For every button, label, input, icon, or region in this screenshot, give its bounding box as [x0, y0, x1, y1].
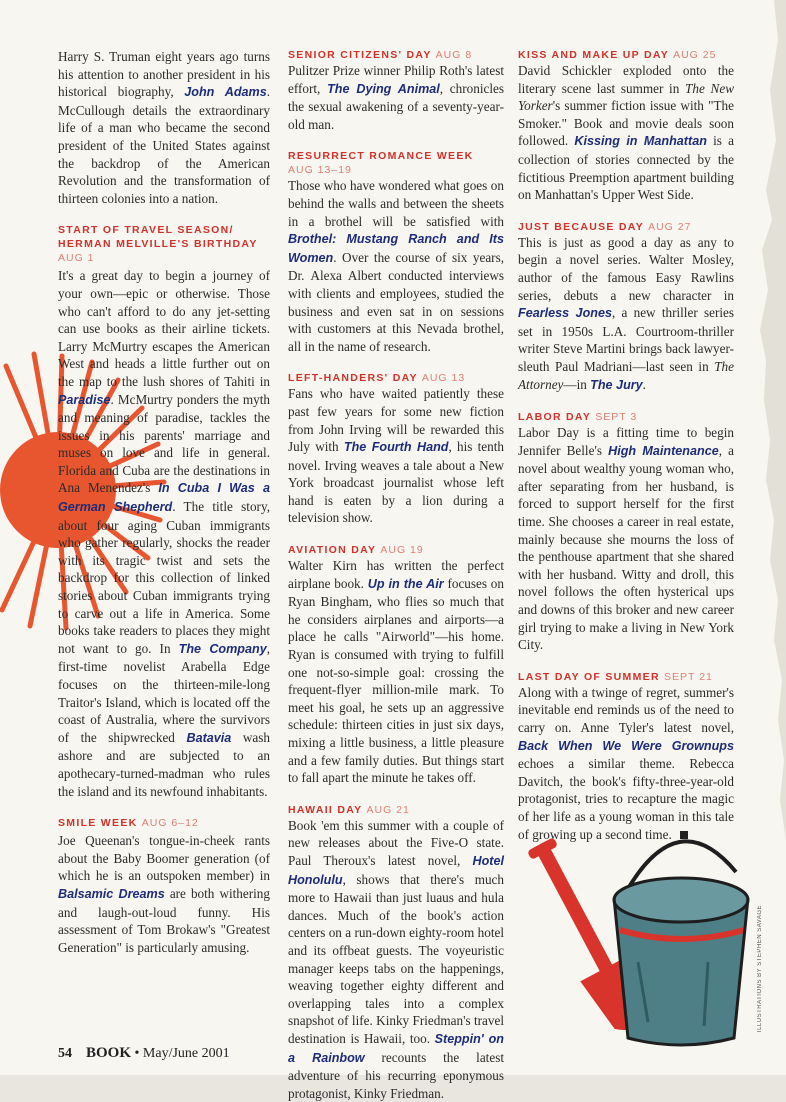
magazine-title: The New Yorker: [518, 80, 734, 114]
lefthanders-paragraph: Fans who have waited patiently these past few years for some new fiction from John Irving will be rewarded this July with The Fourth Hand, his tenth novel. Irving weaves a tale about a New York broadcast journalist whose left hand is eaten by a lion during a television show.: [288, 386, 504, 526]
pail-and-shovel-illustration: [528, 812, 764, 1058]
book-title: Batavia: [186, 730, 232, 745]
column-3: [518, 48, 734, 843]
book-title: The Dying Animal: [327, 81, 440, 96]
because-paragraph: This is just as good a day as any to begin a novel series. Walter Mosley, author of the famous Easy Rawlins series, debuts a new character in Fearless Jones, a new thriller series set in 1950s L.A. Courtroom-thriller writer Steve Martini brings back lawyer-sleuth Paul Madriani—last seen in The Attorney—in The Jury.: [518, 234, 734, 392]
book-title: Up in the Air: [367, 576, 444, 591]
kiss-paragraph: David Schickler exploded onto the literary scene last summer in The New Yorker's summer fiction issue with "The Smoker." Book and movie deals soon followed. Kissing in Manhattan is a collection of stories connected by the fictitious Preemption apartment building on Manhattan's Upper West Side.: [518, 63, 734, 203]
book-title: Back When We Were Grownups: [518, 738, 734, 753]
hawaii-paragraph: Book 'em this summer with a couple of new releases about the Five-O state. Paul Theroux's latest novel, Hotel Honolulu, shows that there's much more to Hawaii than just luaus and hula dances. Much of the book's action centers on a run-down eighty-room hotel and its offbeat guests. The voyeuristic manager keeps tabs on the happenings, weaving together eighty different and overlapping tales into a complex snapshot of life. Kinky Friedman's travel destination is Hawaii, too. Steppin' on a Rainbow recounts the latest adventure of his recurring eponymous protagonist, Kinky Friedman.: [288, 817, 504, 1101]
section-heading: START OF TRAVEL SEASON/ HERMAN MELVILLE'S BIRTHDAY: [58, 224, 258, 251]
section-heading: KISS AND MAKE UP DAY AUG 25: [518, 49, 717, 61]
book-title: The Attorney: [518, 358, 734, 392]
book-title: John Adams: [184, 85, 267, 100]
section-heading: JUST BECAUSE DAY AUG 27: [518, 220, 692, 233]
section-heading: SENIOR CITIZENS' DAY AUG 8: [288, 49, 473, 61]
illustration-credit: ILLUSTRATIONS BY STEPHEN SAVAGE: [757, 905, 763, 1033]
magazine-name: BOOK: [86, 1045, 132, 1061]
book-title: Fearless Jones: [518, 306, 612, 321]
book-title: Kissing in Manhattan: [574, 134, 707, 149]
book-title: The Jury: [590, 377, 643, 392]
section-heading: RESURRECT ROMANCE WEEK: [288, 150, 474, 163]
book-title: In Cuba I Was a German Shepherd: [58, 481, 271, 515]
aviation-paragraph: Walter Kirn has written the perfect airplane book. Up in the Air focuses on Ryan Bingham, who flies so much that he considers airplanes and airports—a place he calls "Airworld"—his home. Ryan is consumed with trying to fulfill one not-so-simple goal: crossing the frequent-flyer million-mile mark. To meet his goal, he sets up an aggressive schedule: thirteen cities in just six days, mixing a little business, a little pleasure and a few family duties. But things start to fall apart the minute he takes off.: [288, 558, 504, 786]
page-footer: [58, 1045, 230, 1062]
section-date: AUG 13–19: [288, 164, 352, 177]
section-heading: AVIATION DAY AUG 19: [288, 544, 424, 557]
page-number: 54: [58, 1046, 72, 1061]
section-date: AUG 1: [58, 252, 95, 265]
section-heading: HAWAII DAY AUG 21: [288, 803, 410, 816]
book-title: Hotel Honolulu: [288, 853, 504, 887]
romance-paragraph: Those who have wondered what goes on behind the walls and between the sheets in a brothel will be satisfied with Brothel: Mustang Ranch and Its Women. Over the course of six years, Dr. Alexa Albert conducted interviews with clients and employees, studied the business and even sat in on sessions with customers at this Nevada brothel, all in the name of research.: [288, 178, 504, 354]
issue-date: • May/June 2001: [131, 1046, 230, 1061]
book-title: Balsamic Dreams: [58, 886, 165, 901]
section-heading: SMILE WEEK AUG 6–12: [58, 817, 199, 830]
book-title: Steppin' on a Rainbow: [288, 1031, 504, 1065]
book-title: Brothel: Mustang Ranch and Its Women: [288, 232, 504, 265]
book-title: The Company: [178, 641, 267, 656]
senior-paragraph: Pulitzer Prize winner Philip Roth's latest effort, The Dying Animal, chronicles the sexual awakening of a seventy-year-old man.: [288, 63, 504, 132]
section-heading: LEFT-HANDERS' DAY AUG 13: [288, 372, 466, 385]
adams-paragraph: Harry S. Truman eight years ago turns his attention to another president in his historical biography, John Adams. McCullough details the extraordinary life of a man who became the second president of the United States against the backdrop of the American Revolution and the transformation of thirteen colonies into a nation.: [58, 49, 271, 206]
column-2: [288, 48, 504, 1102]
smile-paragraph: Joe Queenan's tongue-in-cheek rants about the Baby Boomer generation (of which he is an outspoken member) in Balsamic Dreams are both withering and laugh-out-loud funny. His assessment of Tom Brokaw's "Greatest Generation" is particularly amusing.: [58, 833, 270, 955]
travel-paragraph: It's a great day to begin a journey of your own—epic or otherwise. Those who can't afford to do any jet-setting can use books as their airline tickets. Larry McMurtry escapes the American West and heads a little further out on the map to the lush shores of Tahiti in Paradise. McMurtry ponders the myth and meaning of paradise, tackles the issues in his parents' marriage and muses on love and life in general. Florida and Cuba are the destinations in Ana Menendez's In Cuba I Was a German Shepherd. The title story, about four aging Cuban immigrants who gather regularly, shocks the reader with its tragic twist and sets the backdrop for this collection of linked stories about Cuban immigrants trying to carve out a life in America. Some books take readers to places they might not want to go. In The Company, first-time novelist Arabella Edge focuses on the thirteen-mile-long Traitor's Island, which is located off the coast of Australia, where the survivors of the shipwrecked Batavia wash ashore and are subjected to an apothecary-turned-madman who rules the island and its newfound inhabitants.: [58, 268, 271, 799]
section-heading: LABOR DAY SEPT 3: [518, 411, 638, 424]
book-title: Paradise: [58, 392, 111, 407]
book-title: The Fourth Hand: [343, 440, 449, 455]
labor-paragraph: Labor Day is a fitting time to begin Jennifer Belle's High Maintenance, a novel about wealthy young woman who, after separating from her husband, is forced to support herself for the first time. She chooses a career in real estate, mainly because she mourns the loss of the penthouse apartment that she shared with her husband. Witty and droll, this novel follows the often hysterical ups and downs of this broker and new career girl trying to make a living in New York City.: [518, 425, 734, 653]
section-heading: LAST DAY OF SUMMER SEPT 21: [518, 670, 713, 683]
column-1: [58, 48, 270, 956]
end-mark-icon: [680, 831, 688, 839]
book-title: High Maintenance: [608, 443, 719, 458]
summer-paragraph: Along with a twinge of regret, summer's inevitable end reminds us of the need to carry on. Anne Tyler's latest novel, Back When We Were Grownups echoes a similar theme. Rebecca Davitch, the book's fifty-three-year-old protagonist, tries to recapture the magic of her life as a young woman in this tale of growing up a second time.: [518, 684, 734, 842]
